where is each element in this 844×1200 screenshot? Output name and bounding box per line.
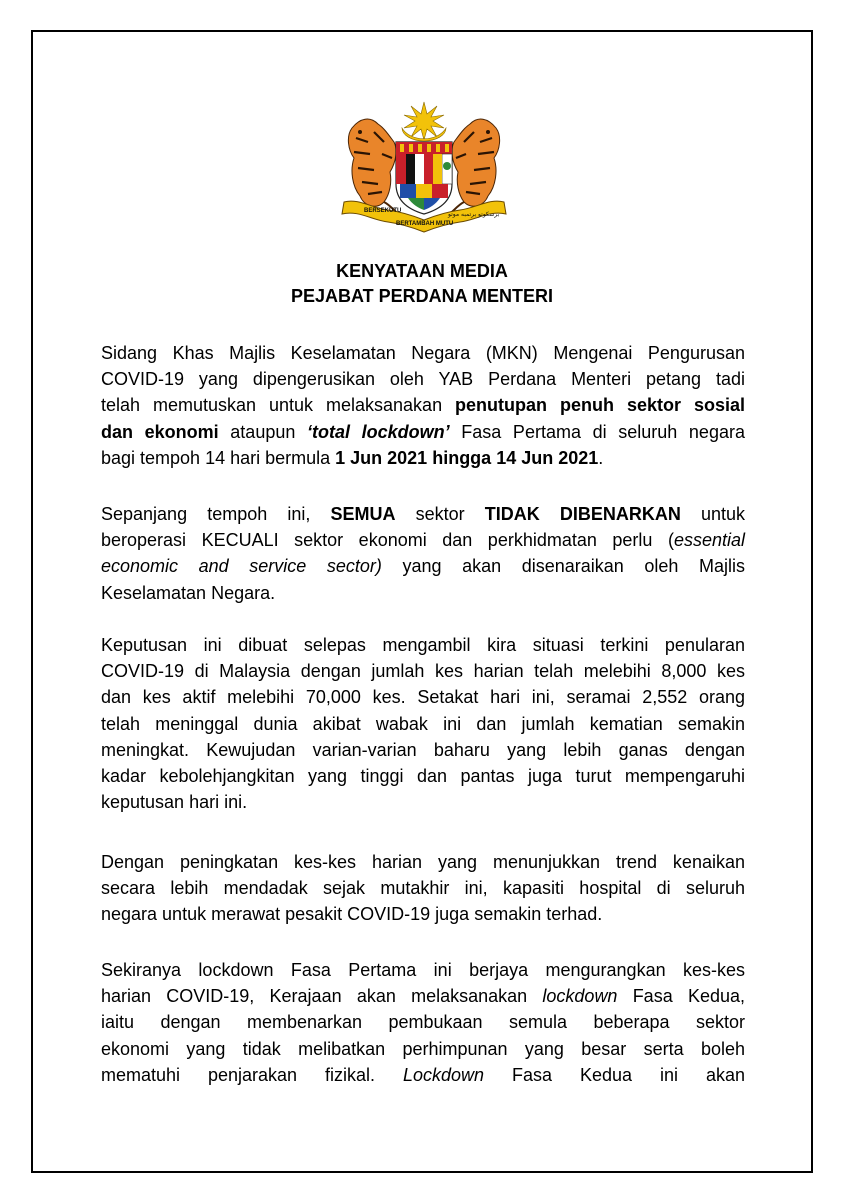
motto-left-text: BERSEKUTU <box>364 208 402 214</box>
p5-line-3: iaitu dengan membenarkan pembukaan semula beberapa sektor <box>101 1012 745 1033</box>
paragraph-4 <box>101 849 745 928</box>
heading-line-1: KENYATAAN MEDIA <box>336 261 508 281</box>
p2-line-1: Sepanjang tempoh ini, SEMUA sektor TIDAK DIBENARKAN untuk <box>101 504 745 524</box>
p4-line-2: secara lebih mendadak sejak mutakhir ini, kapasiti hospital di seluruh <box>101 878 745 899</box>
p1-line-4: dan ekonomi ataupun ‘total lockdown’ Fasa Pertama di seluruh negara <box>101 421 745 442</box>
paragraph-2 <box>101 501 745 606</box>
p4-line-1: Dengan peningkatan kes-kes harian yang menunjukkan trend kenaikan <box>101 852 745 872</box>
p1-line-1: Sidang Khas Majlis Keselamatan Negara (MKN) Mengenai Pengurusan <box>101 343 745 363</box>
p2-line-2: beroperasi KECUALI sektor ekonomi dan perkhidmatan perlu (essential <box>101 530 745 551</box>
p5-line-1: Sekiranya lockdown Fasa Pertama ini berjaya mengurangkan kes-kes <box>101 960 745 980</box>
p5-line-5: mematuhi penjarakan fizikal. Lockdown Fasa Kedua ini akan <box>101 1064 745 1085</box>
bold-phrase: dan ekonomi <box>101 421 219 442</box>
p1-line-2: COVID-19 yang dipengerusikan oleh YAB Perdana Menteri petang tadi <box>101 369 745 390</box>
p3-line-2: COVID-19 di Malaysia dengan jumlah kes harian telah melebihi 8,000 kes <box>101 661 745 682</box>
p1-line-3: telah memutuskan untuk melaksanakan penutupan penuh sektor sosial <box>101 395 745 416</box>
paragraph-3 <box>101 632 745 815</box>
p1-line-5: bagi tempoh 14 hari bermula 1 Jun 2021 hingga 14 Jun 2021. <box>101 447 604 468</box>
p4-line-3: negara untuk merawat pesakit COVID-19 juga semakin terhad. <box>101 904 603 925</box>
motto-jawi-text: برسکوتو برتمبه موتو <box>448 211 500 218</box>
p2-line-4: Keselamatan Negara. <box>101 582 276 603</box>
p3-line-6: kadar kebolehjangkitan yang tinggi dan pantas juga turut mempengaruhi <box>101 766 745 787</box>
bold-phrase: penutupan penuh sektor sosial <box>455 395 745 416</box>
shield <box>396 142 452 214</box>
paragraph-5 <box>101 957 745 1088</box>
p3-line-1: Keputusan ini dibuat selepas mengambil kira situasi terkini penularan <box>101 635 745 655</box>
bold-italic-phrase: ‘total lockdown’ <box>307 421 450 442</box>
motto-center-text: BERTAMBAH MUTU <box>396 221 454 227</box>
p5-line-2: harian COVID-19, Kerajaan akan melaksanakan lockdown Fasa Kedua, <box>101 986 745 1007</box>
malaysia-coat-of-arms <box>338 98 510 234</box>
p3-line-4: telah meninggal dunia akibat wabak ini dan jumlah kematian semakin <box>101 713 745 734</box>
p3-line-3: dan kes aktif melebihi 70,000 kes. Setakat hari ini, seramai 2,552 orang <box>101 687 745 708</box>
heading-line-2: PEJABAT PERDANA MENTERI <box>290 286 554 306</box>
federal-star <box>404 102 444 140</box>
p3-line-5: meningkat. Kewujudan varian-varian baharu yang lebih ganas dengan <box>101 739 745 760</box>
date-range: 1 Jun 2021 hingga 14 Jun 2021 <box>335 447 599 468</box>
paragraph-1 <box>101 340 745 471</box>
p2-line-3: economic and service sector) yang akan disenaraikan oleh Majlis <box>101 556 745 577</box>
p5-line-4: ekonomi yang tidak melibatkan perhimpunan yang besar serta boleh <box>101 1038 745 1059</box>
p3-line-7: keputusan hari ini. <box>101 792 248 813</box>
